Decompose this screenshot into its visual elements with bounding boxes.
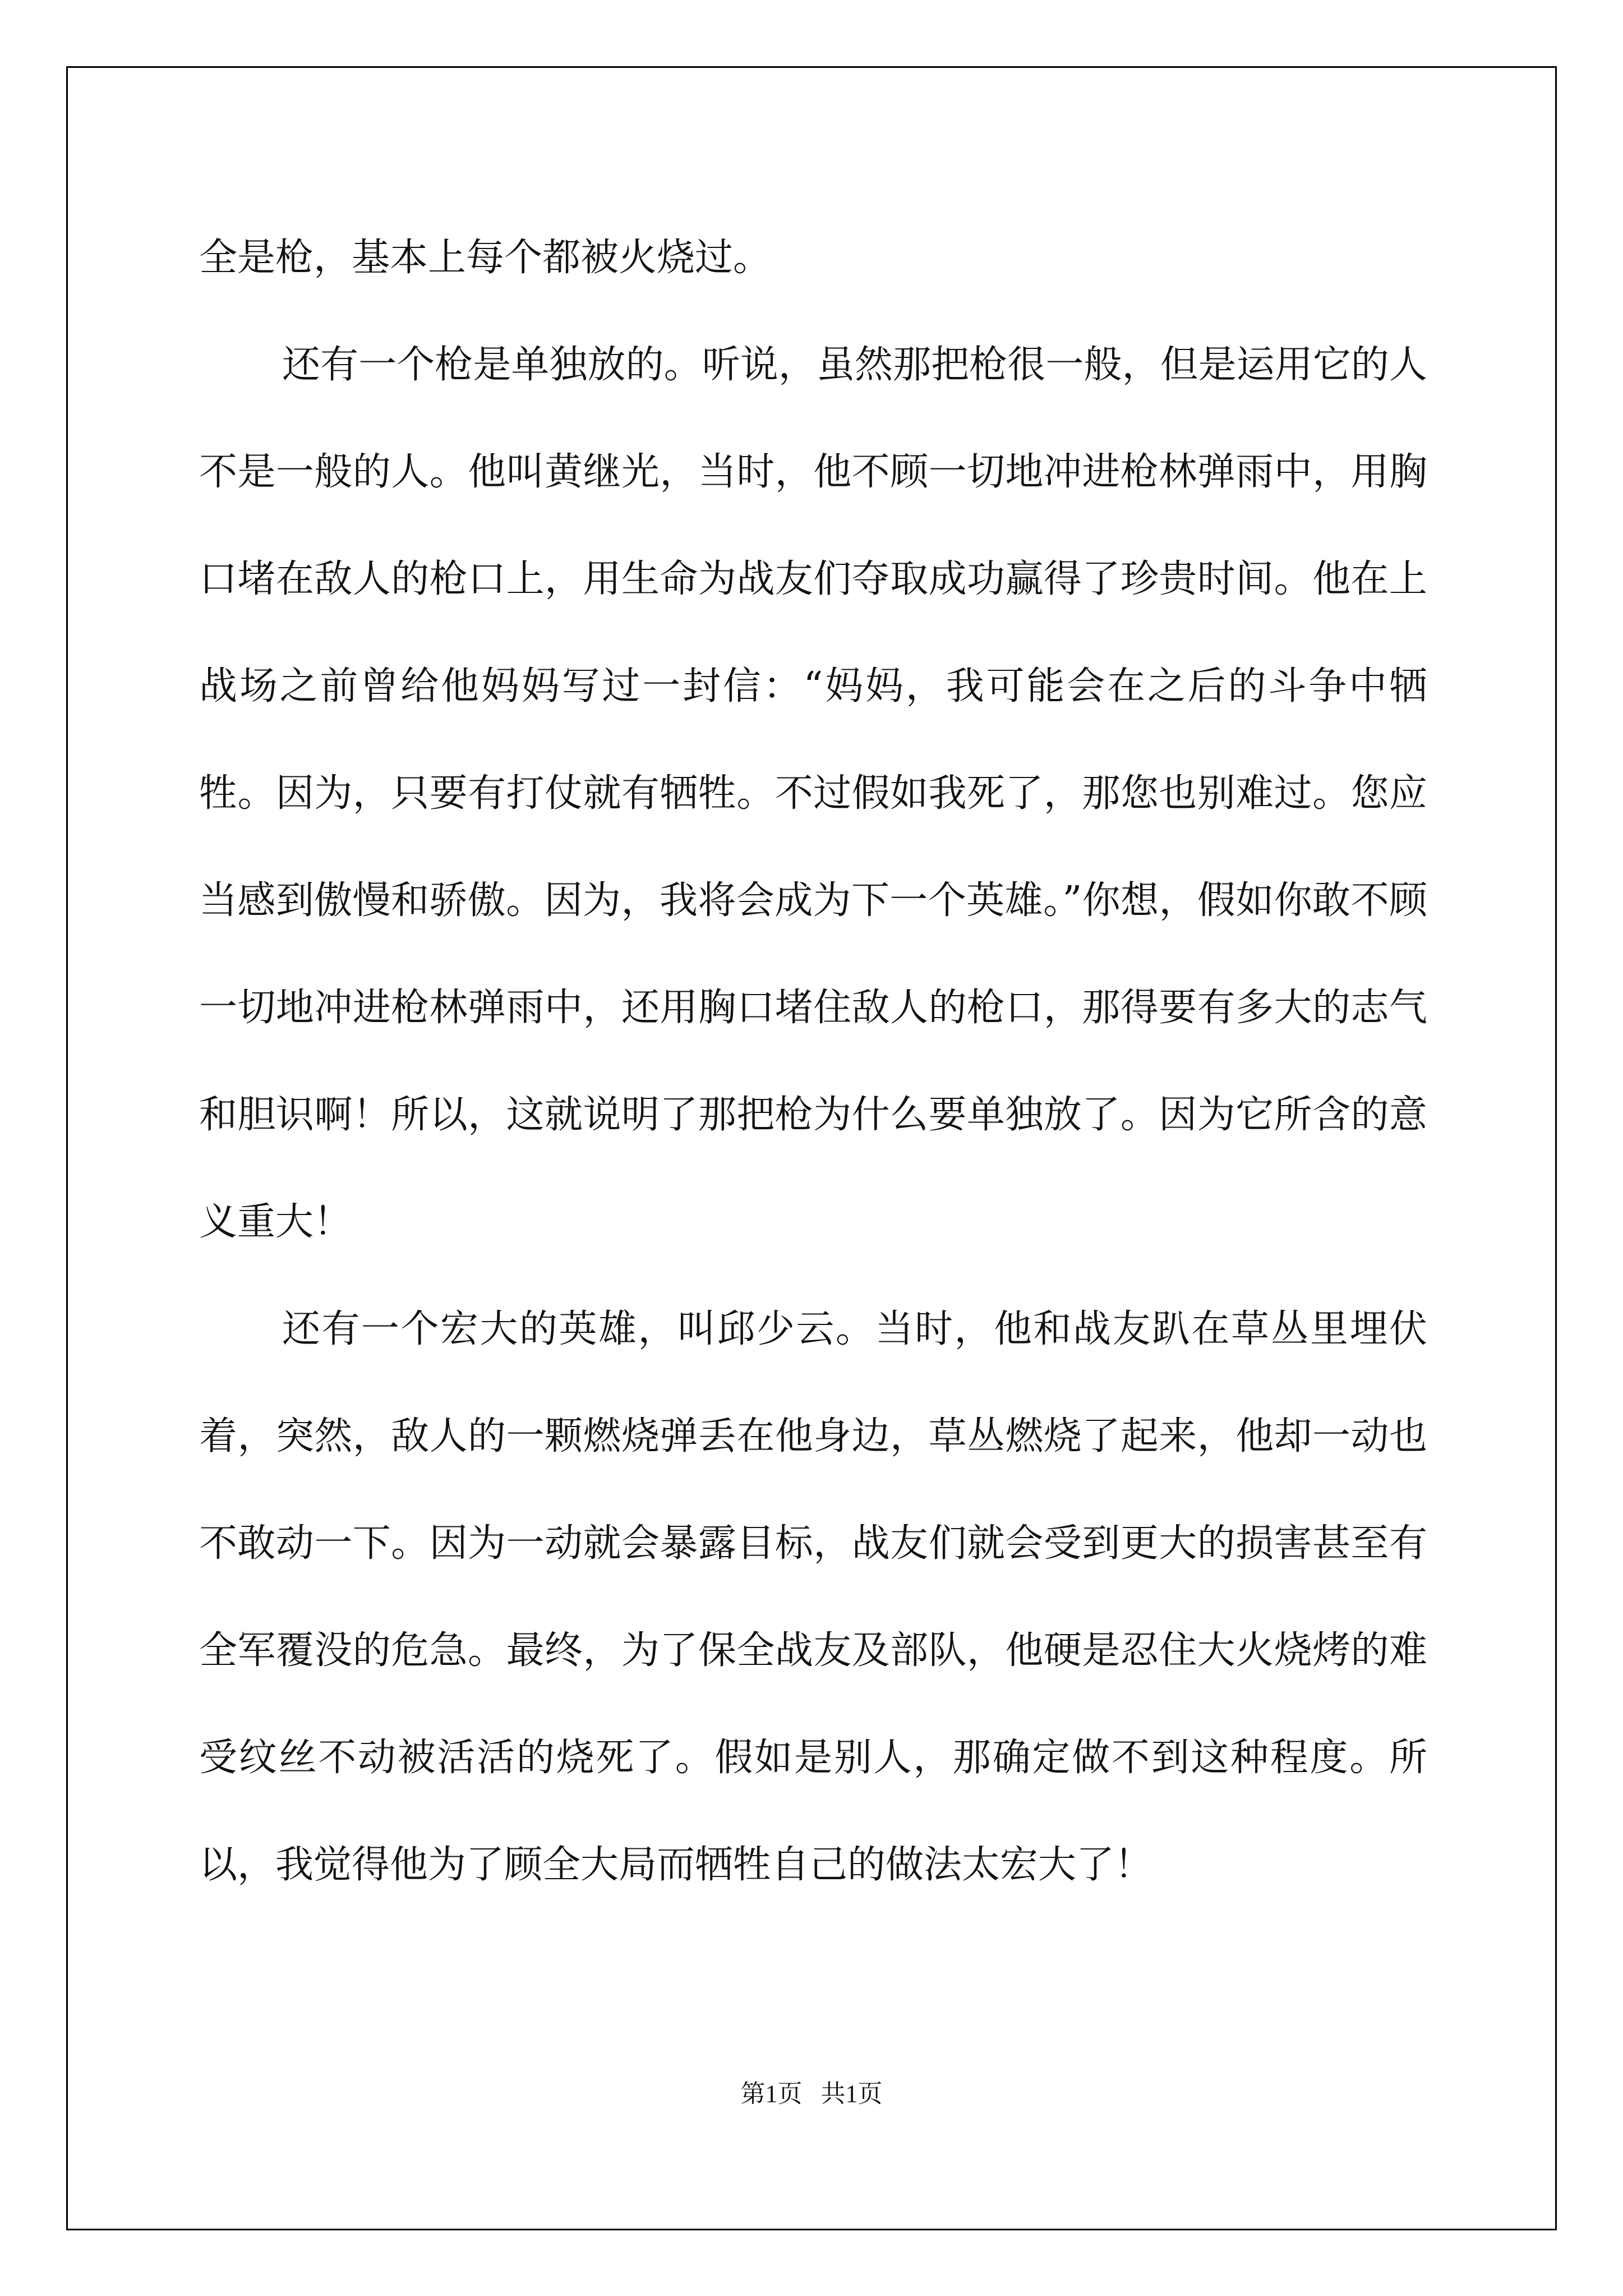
paragraph-1: 全是枪，基本上每个都被火烧过。 [199, 236, 772, 280]
paragraph-2: 还有一个枪是单独放的。听说，虽然那把枪很一般，但是运用它的人不是一般的人。他叫黄继光，当时，他不顾一切地冲进枪林弹雨中，用胸口堵在敌人的枪口上，用生命为战友们夺取成功赢得了珍贵时间。他在上战场之前曾给他妈妈写过一封信：“妈妈，我可能会在之后的斗争中牺牲。因为，只要有打仗就有牺牲。不过假如我死了，那您也别难过。您应当感到傲慢和骄傲。因为，我将会成为下一个英雄。”你想，假如你敢不顾一切地冲进枪林弹雨中，还用胸口堵住敌人的枪口，那得要有多大的志气和胆识啊！所以，这就说明了那把枪为什么要单独放了。因为它所含的意义重大！ [199, 343, 1427, 1244]
document-body [199, 204, 1427, 1918]
page-number-label: 第1页 共1页 [740, 2080, 883, 2108]
page-footer [0, 2077, 1623, 2111]
paragraph-3: 还有一个宏大的英雄，叫邱少云。当时，他和战友趴在草丛里埋伏着，突然，敌人的一颗燃烧弹丢在他身边，草丛燃烧了起来，他却一动也不敢动一下。因为一动就会暴露目标，战友们就会受到更大的损害甚至有全军覆没的危急。最终，为了保全战友及部队，他硬是忍住大火烧烤的难受纹丝不动被活活的烧死了。假如是别人，那确定做不到这种程度。所以，我觉得他为了顾全大局而牺牲自己的做法太宏大了！ [199, 1307, 1427, 1887]
